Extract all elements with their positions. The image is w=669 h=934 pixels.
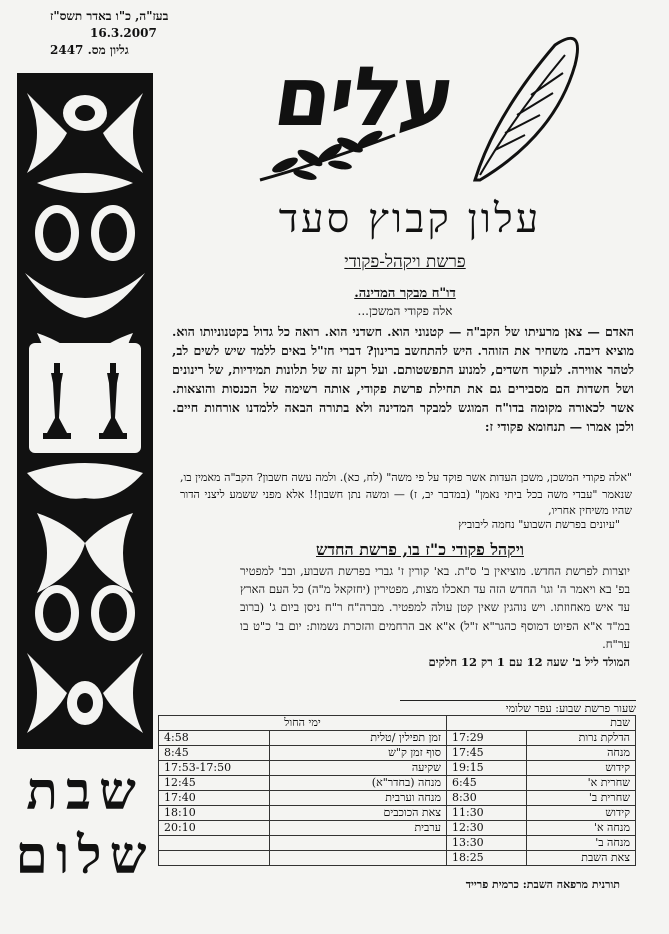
weekday-time — [159, 851, 270, 866]
shabbat-time: 17:29 — [446, 731, 526, 746]
weekday-label: שקיעה — [270, 761, 447, 776]
weekday-label: זמן תפילין /טלית — [270, 731, 447, 746]
weekday-time: 4:58 — [159, 731, 270, 746]
decorative-ornament-panel — [17, 73, 153, 749]
article-body: האדם — צאן מרעיתו של הקב"ה — קטנוני הוא. חשדני הוא. רואה כל גדול בקטנוניותו הוא. מוציא דיבה. משחיר את הזוהר. היש להתחשב ברינון? דברי חז"ל באים ללמד שיש לשים לב, לטהר אווירה. לעקור חשדים, למנוע התפשטותם. ועל רקע זה של תלונות תמידיות, של רינונים ושל חשדות הם מסבירים גם את תחילת פרשת פקודי, אותה רשימה של הכנסות והוצאות. אשר לכאורה מקומה בדו"ח המוגש למבקר המדינה ולא בתורה הבאה ללמדנו אורחות חיים. ולכן אמרו — תנחומא פקודי ז: — [172, 324, 634, 434]
table-row — [159, 761, 636, 776]
shabbat-shalom-text — [10, 760, 160, 888]
weekday-time: 17:53-17:50 — [159, 761, 270, 776]
shabbat-label: צאת השבת — [527, 851, 636, 866]
weekday-time: 20:10 — [159, 821, 270, 836]
shabbat-time: 17:45 — [446, 746, 526, 761]
shabbat-label: שחרית ב' — [527, 791, 636, 806]
shabbat-time: 19:15 — [446, 761, 526, 776]
shabbat-time: 12:30 — [446, 821, 526, 836]
molad-line: המולד ליל ב' שעה 12 עם 1 רק 12 חלקים — [428, 655, 630, 670]
shabbat-label: קידוש — [527, 806, 636, 821]
table-row — [159, 851, 636, 866]
shabbat-time: 8:30 — [446, 791, 526, 806]
clinic-duty-footer: תורנית מרפאה השבת: כרמית פרייד — [465, 878, 620, 891]
weekday-time: 17:40 — [159, 791, 270, 806]
shabbat-time: 18:25 — [446, 851, 526, 866]
gregorian-date: 16.3.2007 — [90, 26, 157, 40]
weekday-time: 12:45 — [159, 776, 270, 791]
header-weekdays: ימי החול — [159, 716, 447, 731]
weekly-lesson-label: שעור פרשת שבוע: עפר שלומי — [505, 702, 636, 715]
issue-info — [50, 8, 200, 59]
weekday-label: צאת הכוכבים — [270, 806, 447, 821]
shabbat-time: 13:30 — [446, 836, 526, 851]
shabbat-label: מנחה ב' — [527, 836, 636, 851]
weekday-time: 8:45 — [159, 746, 270, 761]
logo-word: עלים — [268, 50, 460, 145]
shabbat-label: מנחה א' — [527, 821, 636, 836]
weekday-time — [159, 836, 270, 851]
shabbat-label: קידוש — [527, 761, 636, 776]
shabbat-label: שחרית א' — [527, 776, 636, 791]
hebrew-date: בעז"ה, כ"ו באדר תשס"ז — [50, 9, 169, 23]
divider — [400, 700, 636, 701]
shabbat-label: מנחה — [527, 746, 636, 761]
shabbat-label: הדלקת נרות — [527, 731, 636, 746]
halacha-text: יוצרות לפרשת החדש. מוציאין ב' ס"ת. בא' קורין ז' גברי בפרשת השבוע, ובב' למפטיר בפ' בא ויאמר ה' וגו' החדש הזה עד תאכלו מצות, מפטירין (יחזקאל מ"ה) כל העם הארץ עד איש מאחוזתו. ויש נוהגין שאין קטן עולה למפטיר. מברה"ח ר"ח ניסן ביום ג' (ברוב במ"ד א"א הפיוט דמוסף כהגר"א ז"ל) א"א אב הרחמים והזכרת נשמות: יום ב' כ"ט בו ער"ח. — [240, 564, 630, 651]
issue-number: גליון מס. 2447 — [50, 43, 129, 57]
table-row — [159, 776, 636, 791]
weekday-label: מנחה (בחדר"א) — [270, 776, 447, 791]
article-quote: "אלה פקודי המשכן, משכן העדות אשר פוקד על פי משה" (לח, כא). ולמה עשה חשבון? הקב"ה מאמין בו, שנאמר "עבדי משה בכל ביתי נאמן" (במדבר יב, ז) — ומשה נתן חשבון!! אלא מפני ששמע ליצני הדור שהיו משיחין אחריו, — [180, 471, 632, 517]
weekday-label: מנחה וערבית — [270, 791, 447, 806]
shalom-word: שלום — [15, 825, 155, 886]
shabbat-word: שבת — [26, 761, 144, 822]
ornament-icon — [17, 73, 153, 749]
table-header-row — [159, 716, 636, 731]
halacha-section-text — [240, 562, 630, 671]
halacha-section-title: ויקהל פקודי כ"ז בו, פרשת החדש — [316, 540, 524, 559]
shabbat-time: 6:45 — [446, 776, 526, 791]
weekday-label: סוף זמן ק"ש — [270, 746, 447, 761]
parsha-name: פרשת ויקהל-פקודי — [344, 252, 466, 272]
weekday-time: 18:10 — [159, 806, 270, 821]
quote-source: "עיונים בפרשת השבוע" נחמה ליבוביץ — [458, 518, 620, 531]
weekday-label — [270, 836, 447, 851]
table-row — [159, 806, 636, 821]
prayer-times-table — [158, 715, 636, 866]
header-shabbat: שבת — [446, 716, 635, 731]
article-subtitle: אלה פקודי המשכן... — [357, 304, 453, 318]
table-row — [159, 746, 636, 761]
shabbat-time: 11:30 — [446, 806, 526, 821]
table-row — [159, 821, 636, 836]
table-row — [159, 731, 636, 746]
table-row — [159, 836, 636, 851]
article-title: דו"ח מבקר המדינה. — [354, 286, 456, 301]
newsletter-subtitle: עלון קבוץ סעד — [278, 196, 542, 242]
table-row — [159, 791, 636, 806]
weekday-label: ערבית — [270, 821, 447, 836]
weekday-label — [270, 851, 447, 866]
